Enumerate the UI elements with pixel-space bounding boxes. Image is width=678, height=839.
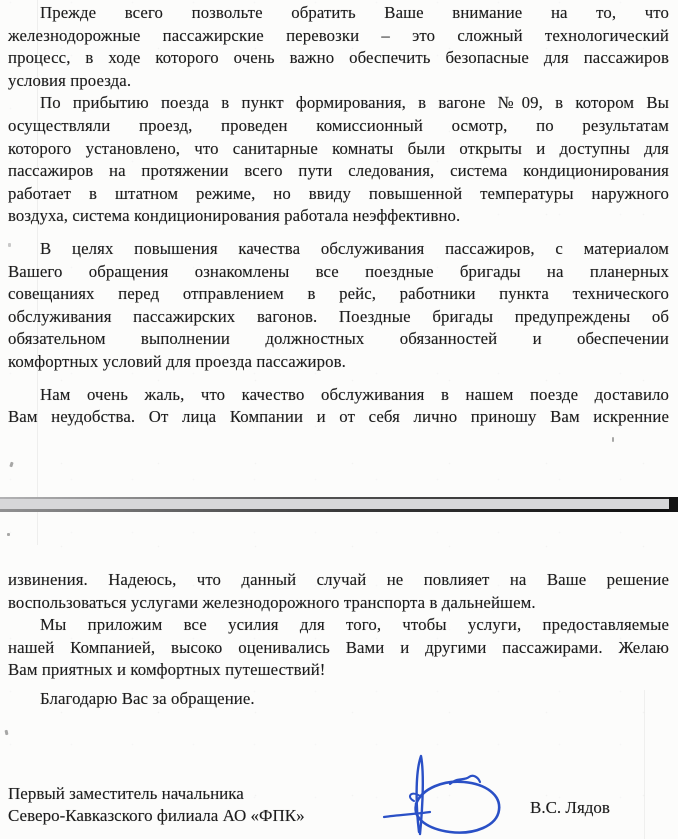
text-line: Вам неудобства. От лица Компании и от себя лично приношу Вам искренние	[8, 407, 669, 427]
text-line: комфортных условий для проезда пассажиров.	[8, 351, 346, 371]
text-line: Благодарю Вас за обращение.	[40, 688, 255, 708]
text-line: воздуха, система кондиционирования работала неэффективно.	[8, 206, 461, 226]
text-line: которого установлено, что санитарные комнаты были открыты и доступны для	[8, 138, 669, 158]
signer-title-line1: Первый заместитель начальника	[8, 784, 244, 803]
scan-speck	[612, 437, 614, 442]
text-line: Вашего обращения ознакомлены все поездные бригады на планерных	[8, 261, 669, 281]
text-line: Нам очень жаль, что качество обслуживания в нашем поезде доставило	[40, 384, 669, 404]
scan-speck	[9, 462, 13, 468]
text-line: железнодорожные пассажирские перевозки – это сложный технологический	[8, 25, 669, 45]
scan-seam-band	[0, 497, 678, 512]
text-line: осуществляли проезд, проведен комиссионный осмотр, по результатам	[8, 115, 669, 135]
text-line: совещаниях перед отправлением в рейс, работники пункта технического	[8, 284, 669, 304]
scan-artifact-vertical-line	[644, 690, 645, 839]
handwritten-signature-icon	[380, 748, 510, 839]
text-line: работает в штатном режиме, но ввиду повышенной температуры наружного	[8, 183, 669, 203]
scan-speck	[5, 730, 9, 736]
text-line: процесс, в ходе которого очень важно обеспечить безопасные для пассажиров	[8, 48, 669, 68]
scan-speck	[8, 243, 11, 247]
text-line: Вам приятных и комфортных путешествий!	[8, 660, 326, 680]
scan-seam-edge	[0, 497, 678, 499]
text-line: Прежде всего позвольте обратить Ваше внимание на то, что	[40, 3, 669, 22]
signer-name: В.С. Лядов	[530, 798, 610, 817]
text-line: воспользоваться услугами железнодорожного транспорта в дальнейшем.	[8, 592, 536, 612]
letter-body-page1	[8, 2, 669, 429]
text-line: По прибытию поезда в пункт формирования, в вагоне №09, в котором Вы	[40, 93, 669, 113]
scan-seam-edge	[0, 509, 678, 512]
text-line: обязательном выполнении должностных обязанностей и обеспечении	[8, 329, 669, 349]
text-line: обслуживания пассажирских вагонов. Поездные бригады предупреждены об	[8, 306, 669, 326]
scan-speck	[660, 396, 662, 400]
text-line: пассажиров на протяжении всего пути следования, система кондиционирования	[8, 161, 669, 181]
text-line: условия проезда.	[8, 70, 132, 90]
letter-body-page2	[8, 569, 669, 711]
text-line: нашей Компанией, высоко оценивались Вами и другими пассажирами. Желаю	[8, 637, 669, 657]
scan-seam-dark-cap	[669, 497, 678, 512]
text-line: В целях повышения качества обслуживания пассажиров, с материалом	[40, 238, 669, 258]
scan-speck	[7, 533, 10, 536]
text-line: извинения. Надеюсь, что данный случай не повлияет на Ваше решение	[8, 570, 669, 589]
text-line: Мы приложим все усилия для того, чтобы услуги, предоставляемые	[40, 615, 669, 635]
signer-title-line2: Северо-Кавказского филиала АО «ФПК»	[8, 806, 305, 825]
